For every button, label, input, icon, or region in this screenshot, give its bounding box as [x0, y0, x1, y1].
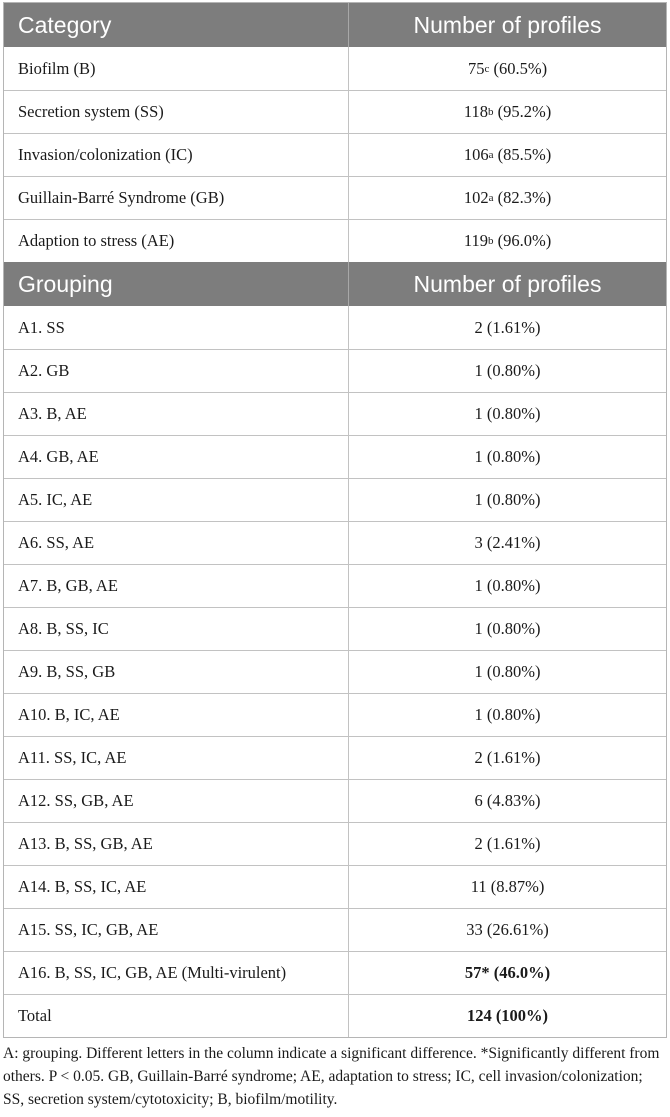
row-value: 2 (1.61%)	[474, 317, 541, 337]
table-row	[4, 478, 666, 521]
table-row	[4, 908, 666, 951]
row-value: 1 (0.80%)	[474, 490, 541, 509]
row-value: 75 c (60.5%)	[467, 58, 548, 78]
count-value: 75	[467, 58, 485, 78]
row-value: 11 (8.87%)	[470, 877, 545, 896]
table-row	[4, 693, 666, 736]
percent-value: (95.2%)	[493, 102, 552, 121]
table-row	[4, 176, 666, 219]
row-label: A11. SS, IC, AE	[4, 737, 349, 779]
table-row	[4, 435, 666, 478]
table-row	[4, 392, 666, 435]
table-row	[4, 564, 666, 607]
table-row	[4, 650, 666, 693]
row-value: 6 (4.83%)	[474, 791, 541, 810]
table-header-category	[4, 3, 666, 47]
table-header-grouping	[4, 262, 666, 306]
row-label: Guillain-Barré Syndrome (GB)	[4, 177, 349, 219]
row-value: 1 (0.80%)	[474, 447, 541, 466]
row-label: A3. B, AE	[4, 393, 349, 435]
row-label: A5. IC, AE	[4, 479, 349, 521]
row-label: A13. B, SS, GB, AE	[4, 823, 349, 865]
count-value: 102	[463, 188, 489, 207]
table-row	[4, 951, 666, 994]
percent-value: (96.0%)	[493, 231, 552, 250]
row-value: 1 (0.80%)	[474, 705, 541, 724]
row-label: A16. B, SS, IC, GB, AE (Multi-virulent)	[4, 952, 349, 994]
row-value: 106 a (85.5%)	[463, 145, 552, 164]
row-value: 119 b (96.0%)	[463, 231, 552, 250]
row-label: A9. B, SS, GB	[4, 651, 349, 693]
row-value: 1 (0.80%)	[474, 662, 541, 681]
table-row	[4, 47, 666, 90]
row-label: A12. SS, GB, AE	[4, 780, 349, 822]
row-label: Adaption to stress (AE)	[4, 220, 349, 262]
table-row	[4, 607, 666, 650]
table-row	[4, 822, 666, 865]
percent-value: (85.5%)	[493, 145, 552, 164]
row-label: Total	[4, 995, 349, 1037]
row-value: 2 (1.61%)	[474, 834, 541, 853]
row-value: 33 (26.61%)	[466, 920, 549, 939]
percent-value: (82.3%)	[493, 188, 552, 207]
table-row	[4, 219, 666, 262]
row-value: 118 b (95.2%)	[463, 102, 552, 121]
row-label: Invasion/colonization (IC)	[4, 134, 349, 176]
table-row	[4, 994, 666, 1037]
row-value: 124 (100%)	[466, 1006, 549, 1025]
data-table	[3, 2, 667, 1038]
table-row	[4, 90, 666, 133]
header-category: Category	[4, 3, 349, 47]
row-value: 1 (0.80%)	[474, 576, 541, 595]
table-row	[4, 133, 666, 176]
row-value: 57* (46.0%)	[464, 963, 551, 982]
row-label: A2. GB	[4, 350, 349, 392]
row-label: A15. SS, IC, GB, AE	[4, 909, 349, 951]
row-label: A4. GB, AE	[4, 436, 349, 478]
row-label: A6. SS, AE	[4, 522, 349, 564]
row-label: A8. B, SS, IC	[4, 608, 349, 650]
row-value: 1 (0.80%)	[474, 619, 541, 638]
table-row	[4, 865, 666, 908]
header-number-of-profiles: Number of profiles	[413, 11, 602, 38]
count-value: 118	[463, 102, 488, 121]
row-label: A10. B, IC, AE	[4, 694, 349, 736]
header-grouping: Grouping	[4, 262, 349, 306]
row-label: Secretion system (SS)	[4, 91, 349, 133]
table-footnote: A: grouping. Different letters in the column indicate a significant difference. *Significantly different from others. P < 0.05. GB, Guillain-Barré syndrome; AE, adaptation to stress; IC, cell invasion/colonization; SS, secretion system/cytotoxicity; B, biofilm/motility.	[3, 1045, 660, 1108]
row-value: 102 a (82.3%)	[463, 188, 552, 207]
row-label: A14. B, SS, IC, AE	[4, 866, 349, 908]
table-row	[4, 349, 666, 392]
row-value: 2 (1.61%)	[474, 748, 541, 767]
table-row	[4, 306, 666, 349]
row-label: Biofilm (B)	[4, 47, 349, 90]
table-row	[4, 521, 666, 564]
row-value: 3 (2.41%)	[474, 533, 541, 552]
count-value: 119	[463, 231, 488, 250]
percent-value: (60.5%)	[489, 58, 548, 78]
row-label: A1. SS	[4, 306, 349, 349]
table-row	[4, 779, 666, 822]
row-value: 1 (0.80%)	[474, 404, 541, 423]
table-row	[4, 736, 666, 779]
header-number-of-profiles: Number of profiles	[413, 270, 602, 297]
row-value: 1 (0.80%)	[474, 361, 541, 380]
row-label: A7. B, GB, AE	[4, 565, 349, 607]
count-value: 106	[463, 145, 489, 164]
